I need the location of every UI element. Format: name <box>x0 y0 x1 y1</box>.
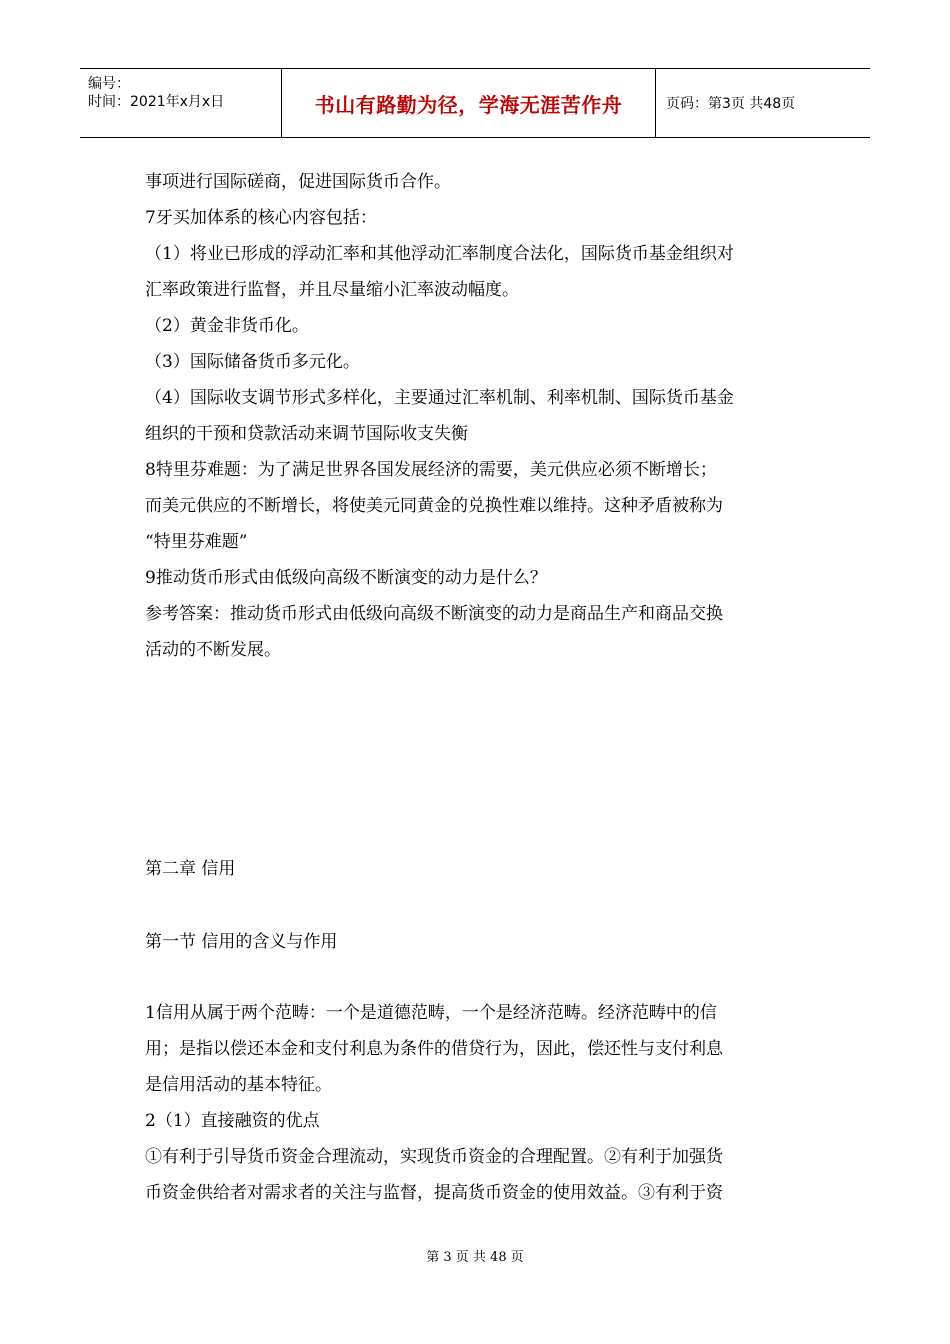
text-line: （2）黄金非货币化。 <box>145 316 309 336</box>
text-line: 2（1）直接融资的优点 <box>145 1111 320 1131</box>
text-line: 7牙买加体系的核心内容包括： <box>145 208 377 228</box>
header-motto: 书山有路勤为径，学海无涯苦作舟 <box>314 92 623 117</box>
text-line: 汇率政策进行监督，并且尽量缩小汇率波动幅度。 <box>145 280 519 300</box>
text-line: 用；是指以偿还本金和支付利息为条件的借贷行为，因此，偿还性与支付利息 <box>145 1039 723 1059</box>
page-info-text: 页码：第3页 共48页 <box>666 96 796 112</box>
page-footer: 第 3 页 共 48 页 <box>426 1250 524 1265</box>
text-line: 而美元供应的不断增长，将使美元同黄金的兑换性难以维持。这种矛盾被称为 <box>145 496 723 516</box>
section-title: 第一节 信用的含义与作用 <box>145 932 338 952</box>
text-line: 9推动货币形式由低级向高级不断演变的动力是什么？ <box>145 568 547 588</box>
page-header <box>80 68 870 138</box>
section-heading <box>145 924 810 960</box>
document-number-label: 编号： <box>88 76 130 92</box>
content-block-2 <box>145 995 810 1211</box>
chapter-title: 第二章 信用 <box>145 859 236 879</box>
header-motto-cell <box>282 69 656 137</box>
text-line: 币资金供给者对需求者的关注与监督，提高货币资金的使用效益。③有利于资 <box>145 1183 723 1203</box>
chapter-heading <box>145 851 810 887</box>
text-line: 8特里芬难题：为了满足世界各国发展经济的需要，美元供应必须不断增长； <box>145 460 717 480</box>
text-line: 组织的干预和贷款活动来调节国际收支失衡 <box>145 424 468 444</box>
text-line: （3）国际储备货币多元化。 <box>145 352 360 372</box>
text-line: （4）国际收支调节形式多样化，主要通过汇率机制、利率机制、国际货币基金 <box>145 388 734 408</box>
header-meta <box>80 69 282 137</box>
text-line: 事项进行国际磋商，促进国际货币合作。 <box>145 172 451 192</box>
header-page-info <box>656 69 870 137</box>
text-line: 参考答案：推动货币形式由低级向高级不断演变的动力是商品生产和商品交换 <box>145 604 723 624</box>
document-time-label: 时间：2021年x月x日 <box>88 94 225 110</box>
text-line: 1信用从属于两个范畴：一个是道德范畴，一个是经济范畴。经济范畴中的信 <box>145 1003 717 1023</box>
text-line: 活动的不断发展。 <box>145 640 281 660</box>
text-line: （1）将业已形成的浮动汇率和其他浮动汇率制度合法化，国际货币基金组织对 <box>145 244 734 264</box>
text-line: 是信用活动的基本特征。 <box>145 1075 332 1095</box>
content-block-1 <box>145 164 810 668</box>
text-line: “特里芬难题” <box>145 532 248 552</box>
text-line: ①有利于引导货币资金合理流动，实现货币资金的合理配置。②有利于加强货 <box>145 1147 723 1167</box>
